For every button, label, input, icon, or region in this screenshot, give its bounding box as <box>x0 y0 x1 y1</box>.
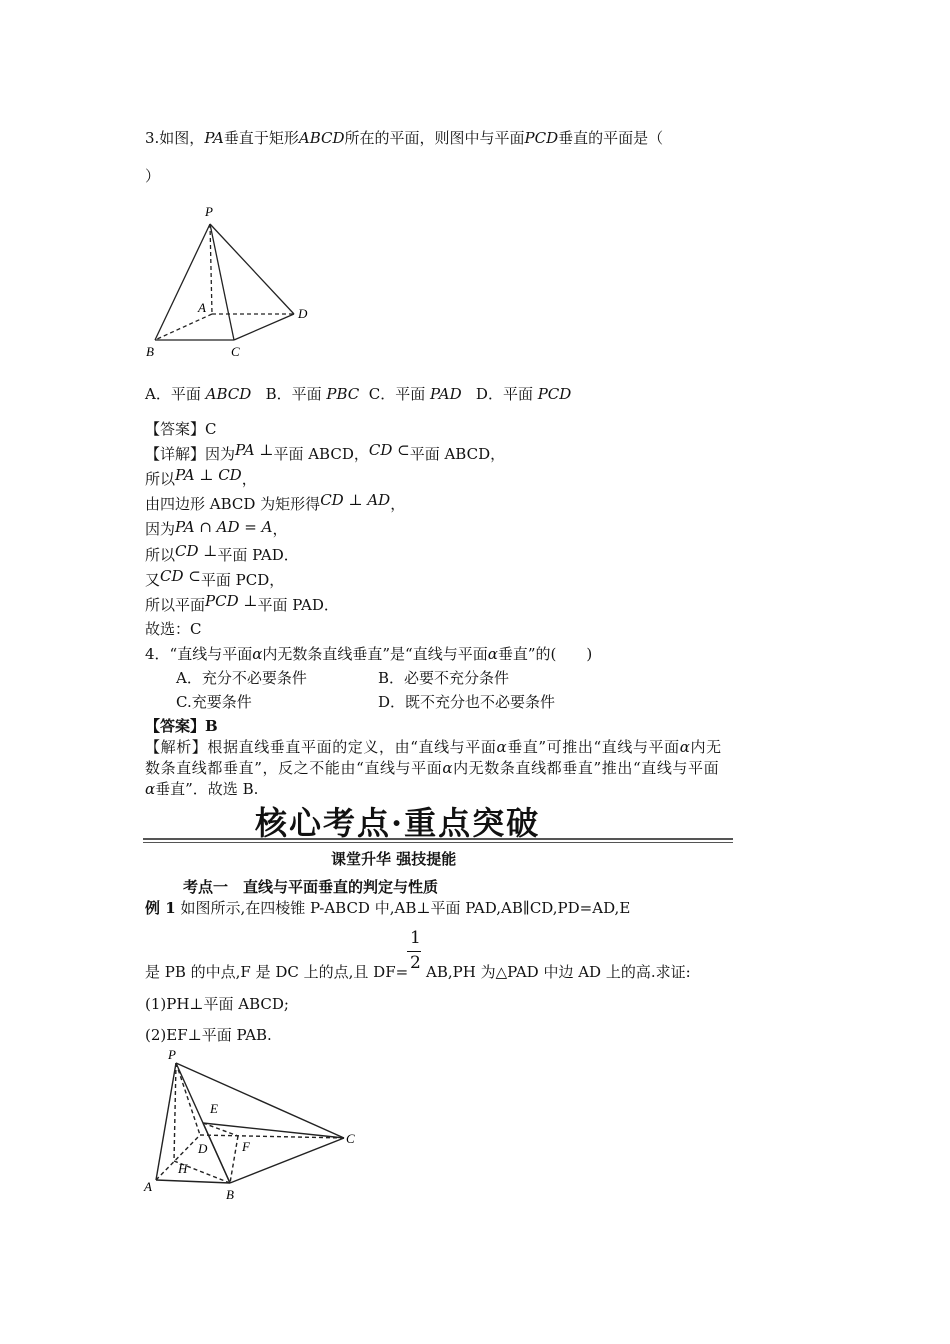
answer-label: 【答案】 <box>145 717 206 735</box>
example-label: 例 1 <box>145 899 176 917</box>
q4-alpha: α <box>442 759 454 777</box>
explain-math: CD ⊂ <box>160 567 201 585</box>
explain-text: ， <box>390 495 406 513</box>
option-d: D．平面 <box>475 385 538 403</box>
label-c: C <box>231 344 240 359</box>
q3-explain-line1 <box>145 441 506 464</box>
explain-math: PCD ⊥ <box>205 592 258 610</box>
q3-text: 3.如图， <box>145 129 205 147</box>
explain-text: 所以 <box>145 470 176 488</box>
q3-explain-line2 <box>145 466 257 489</box>
q4-option-a: A．充分不必要条件 <box>176 669 307 687</box>
option-a-value: ABCD <box>205 385 252 403</box>
q3-answer: 【答案】C <box>145 420 217 438</box>
q4-analysis-line2 <box>145 758 719 778</box>
q3-math: PCD <box>524 129 559 147</box>
explain-text: 由四边形 ABCD 为矩形得 <box>145 495 321 513</box>
q4-alpha: α <box>487 645 498 663</box>
edge-pd <box>210 224 294 314</box>
q3-explain-line4 <box>145 519 287 539</box>
label-d: D <box>198 1141 208 1156</box>
q3-math: ABCD <box>298 129 345 147</box>
edge-pb <box>155 224 210 340</box>
explain-text: 所以 <box>145 546 176 564</box>
q3-math: PA <box>204 129 224 147</box>
q3-stem-line2: ） <box>145 167 161 185</box>
label-a: A <box>198 300 206 315</box>
q3-text: 垂直于矩形 <box>223 129 299 147</box>
q4-text: 垂直”的( ) <box>497 645 593 663</box>
q4-analysis-line3 <box>145 779 258 799</box>
q3-explain-line7 <box>145 592 339 615</box>
example1-line1 <box>145 898 630 918</box>
example-text: 如图所示,在四棱锥 P-ABCD 中,AB⊥平面 PAD,AB∥CD,PD=AD,E <box>175 899 631 917</box>
explain-text: 平面 ABCD， <box>273 445 369 463</box>
label-p: P <box>168 1047 176 1062</box>
q4-text: 内无数条直线垂直”是“直线与平面 <box>262 645 488 663</box>
q4-alpha: α <box>679 738 691 756</box>
example1-part1: (1)PH⊥平面 ABCD; <box>145 995 289 1013</box>
label-b: B <box>226 1187 234 1202</box>
q4-answer <box>145 716 218 736</box>
q3-explain-line5 <box>145 542 299 565</box>
q4-option-c: C.充要条件 <box>176 693 252 711</box>
analysis-text: 数条直线都垂直”，反之不能由“直线与平面 <box>145 759 443 777</box>
label-a: A <box>144 1179 152 1194</box>
example1-part2: (2)EF⊥平面 PAB. <box>145 1026 272 1044</box>
option-b-value: PBC <box>326 385 360 403</box>
explain-text: 平面 PAD． <box>257 596 339 614</box>
edge-ph-hidden <box>174 1063 176 1161</box>
explain-text: 平面 PCD， <box>200 571 285 589</box>
option-b: B．平面 <box>265 385 327 403</box>
q4-option-b: B．必要不充分条件 <box>378 669 510 687</box>
kaodian-heading: 考点一 直线与平面垂直的判定与性质 <box>183 878 439 896</box>
q3-stem-line1 <box>145 128 663 148</box>
edge-ab-hidden <box>155 314 212 340</box>
option-a: A．平面 <box>145 385 206 403</box>
analysis-text: 内无数条直线都垂直”推出“直线与平面 <box>453 759 720 777</box>
answer-value: B <box>205 717 218 735</box>
q3-text: 垂直的平面是（ <box>558 129 664 147</box>
explain-text: ， <box>241 470 257 488</box>
explain-math: PA ⊥ <box>235 441 274 459</box>
explain-text: 平面 PAD． <box>217 546 299 564</box>
label-h: H <box>178 1161 188 1176</box>
explain-text: 平面 ABCD， <box>409 445 506 463</box>
explain-text: ， <box>272 520 288 538</box>
section-divider-top <box>143 838 733 840</box>
q4-text: 4．“直线与平面 <box>145 645 253 663</box>
option-c: C．平面 <box>368 385 431 403</box>
section-title: 核心考点·重点突破 <box>255 804 541 842</box>
q4-option-d: D．既不充分也不必要条件 <box>378 693 556 711</box>
explain-math: CD ⊥ AD <box>320 491 391 509</box>
q3-text: 所在的平面，则图中与平面 <box>344 129 525 147</box>
explain-text: 又 <box>145 571 161 589</box>
example1-line2b: AB,PH 为△PAD 中边 AD 上的高.求证: <box>426 963 691 981</box>
edge-fb-hidden <box>230 1136 238 1183</box>
explain-math: PA ⊥ CD <box>175 466 242 484</box>
label-d: D <box>298 306 308 321</box>
analysis-text: 【解析】根据直线垂直平面的定义，由“直线与平面 <box>145 738 497 756</box>
analysis-text: 垂直”可推出“直线与平面 <box>507 738 680 756</box>
edge-pd-hidden <box>176 1063 200 1135</box>
explain-text: 所以平面 <box>145 596 206 614</box>
fraction-bar <box>407 951 421 952</box>
label-e: E <box>210 1101 218 1116</box>
analysis-text: 垂直”．故选 B. <box>155 780 259 798</box>
edge-cd <box>234 314 294 340</box>
q3-options <box>145 384 571 404</box>
q3-pyramid-figure <box>140 200 320 365</box>
q4-alpha: α <box>252 645 263 663</box>
label-c: C <box>346 1131 355 1146</box>
q3-explain-line3 <box>145 491 406 514</box>
explain-text: 【详解】因为 <box>145 445 236 463</box>
edge-pc <box>210 224 234 340</box>
fraction-numerator: 1 <box>410 928 421 948</box>
edge-ab <box>156 1180 230 1183</box>
label-p: P <box>205 204 213 219</box>
explain-math: CD ⊥ <box>175 542 218 560</box>
explain-math: PA ∩ AD = A <box>175 518 273 536</box>
q3-explain-line6 <box>145 567 285 590</box>
label-b: B <box>146 344 154 359</box>
analysis-text: 内无 <box>690 738 722 756</box>
section-divider-bottom <box>143 842 733 843</box>
option-c-value: PAD <box>430 385 462 403</box>
q3-explain-line8: 故选：C <box>145 620 202 638</box>
q4-stem <box>145 644 592 664</box>
label-f: F <box>242 1139 250 1154</box>
q4-alpha: α <box>145 780 156 798</box>
option-d-value: PCD <box>537 385 572 403</box>
q4-alpha: α <box>496 738 508 756</box>
section-subtitle: 课堂升华 强技提能 <box>331 850 457 868</box>
explain-text: 因为 <box>145 520 176 538</box>
edge-pc <box>176 1063 344 1138</box>
example1-pyramid-figure <box>138 1045 368 1205</box>
q4-analysis-line1 <box>145 737 722 757</box>
edge-pa-hidden <box>210 224 212 314</box>
fraction-denominator: 2 <box>410 953 421 973</box>
example1-line2a: 是 PB 的中点,F 是 DC 上的点,且 DF= <box>145 963 409 981</box>
explain-math: CD ⊂ <box>368 441 410 459</box>
